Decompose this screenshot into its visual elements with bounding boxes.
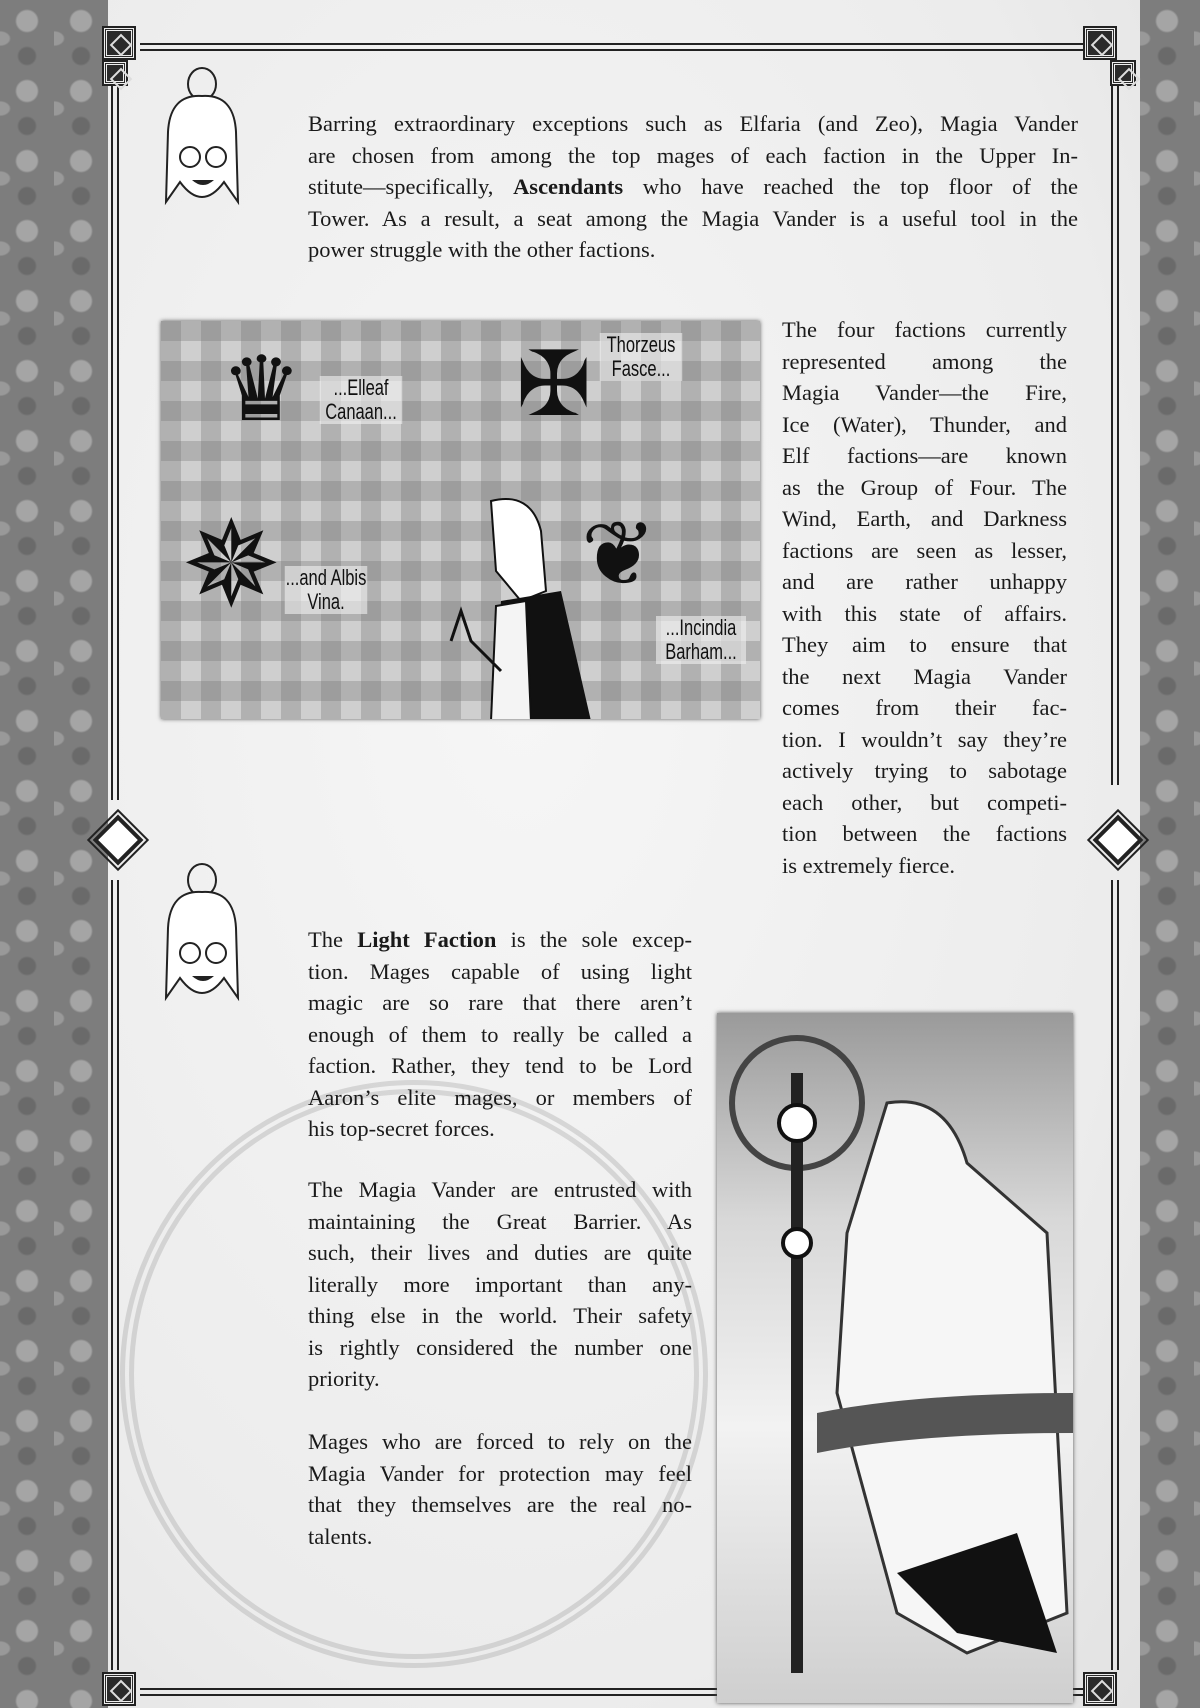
factions-paragraph	[782, 314, 1067, 881]
text: tion. Mages capable of using light	[308, 958, 692, 984]
narrator-face-icon	[158, 858, 246, 1013]
text-line	[308, 987, 692, 1019]
term-light-faction: Light Faction	[357, 927, 497, 952]
text-line: Mages who are forced to rely on the	[308, 1429, 692, 1454]
text-line: such, their lives and duties are quite	[308, 1240, 692, 1265]
text-line: tion. I wouldn’t say they’re	[782, 726, 1067, 752]
corner-ornament-icon	[104, 1674, 134, 1704]
term-ascendants: Ascendants	[513, 174, 624, 199]
faction-leaders-illustration	[161, 321, 760, 719]
corner-ornament-icon	[104, 62, 126, 84]
narrator-face-icon	[158, 62, 246, 217]
text-line: the next Magia Vander	[782, 663, 1067, 689]
text-line: is rightly considered the number one	[308, 1334, 692, 1360]
text-line: priority.	[308, 1366, 380, 1391]
corner-ornament-icon	[1112, 62, 1134, 84]
text-line: and are rather unhappy	[782, 569, 1067, 594]
text-line: that they themselves are the real no-	[308, 1492, 692, 1517]
text-line	[308, 956, 692, 988]
fire-faction-emblem-icon: ❦	[581, 506, 657, 605]
text-line: as the Group of Four. The	[782, 474, 1067, 500]
text: power struggle with the other factions.	[308, 237, 656, 262]
text-line	[308, 140, 1078, 172]
text-line: represented among the	[782, 348, 1067, 374]
text-line: maintaining the Great Barrier. As	[308, 1208, 692, 1234]
elf-faction-emblem-icon: ♛	[221, 341, 302, 440]
text-line: comes from their fac-	[782, 695, 1067, 720]
text: enough of them to really be called a	[308, 1021, 692, 1047]
text-line: thing else in the world. Their safety	[308, 1303, 692, 1328]
caption-albis-vina: ...and Albis Vina.	[285, 565, 367, 614]
text: his top-secret forces.	[308, 1116, 495, 1141]
protection-paragraph	[308, 1426, 692, 1552]
text-line	[308, 1113, 692, 1145]
text-line: tion between the factions	[782, 821, 1067, 846]
caption-thorzeus-fasce: Thorzeus Fasce...	[600, 333, 683, 381]
text: faction. Rather, they tend to be Lord	[308, 1053, 692, 1078]
frame-right-line-upper	[1111, 75, 1119, 785]
text-line	[308, 1082, 692, 1114]
text-line: Ice (Water), Thunder, and	[782, 411, 1067, 437]
elder-mage-figure	[717, 1013, 1073, 1703]
text: is the sole excep-	[496, 927, 692, 952]
great-barrier-paragraph	[308, 1174, 692, 1395]
text: are chosen from among the top mages of each faction in the Upper In-	[308, 142, 1078, 168]
thunder-faction-emblem-icon: ✠	[516, 336, 592, 435]
ice-faction-emblem-icon: ✵	[181, 499, 282, 632]
corner-ornament-icon	[1085, 1674, 1115, 1704]
text: Aaron’s elite mages, or members of	[308, 1084, 692, 1110]
text-line: Wind, Earth, and Darkness	[782, 506, 1067, 531]
text-line: each other, but competi-	[782, 789, 1067, 815]
corner-ornament-icon	[104, 28, 134, 58]
frame-right-line-lower	[1111, 880, 1119, 1670]
text-line: factions are seen as lesser,	[782, 537, 1067, 563]
frame-left-line-upper	[111, 75, 119, 800]
caption-incindia-barham: ...Incindia Barham...	[656, 616, 746, 664]
text-line: talents.	[308, 1523, 373, 1549]
text-line	[308, 203, 1078, 235]
caption-elleaf-canaan: ...Elleaf Canaan...	[320, 376, 403, 424]
right-damask-border	[1140, 0, 1200, 1708]
lord-aaron-illustration	[717, 1013, 1073, 1703]
text-line: Magia Vander—the Fire,	[782, 380, 1067, 405]
frame-left-line-lower	[111, 880, 119, 1670]
frame-top-line	[140, 43, 1100, 51]
text: who have reached the top floor of the	[623, 174, 1078, 199]
text: Tower. As a result, a seat among the Magia Vander is a useful tool in the	[308, 205, 1078, 231]
mage-figure	[431, 491, 601, 719]
light-faction-paragraph	[308, 924, 692, 1145]
text-line: is extremely fierce.	[782, 852, 956, 878]
text: magic are so rare that there aren’t	[308, 990, 692, 1015]
text-line	[308, 924, 692, 956]
corner-ornament-icon	[1085, 28, 1115, 58]
text: Barring extraordinary exceptions such as Elfaria (and Zeo), Magia Vander	[308, 111, 1078, 136]
intro-paragraph	[308, 108, 1078, 266]
left-damask-border	[0, 0, 108, 1708]
text-line: with this state of affairs.	[782, 600, 1067, 626]
text-line: The four factions currently	[782, 317, 1067, 342]
text-line: The Magia Vander are entrusted with	[308, 1177, 692, 1202]
text-line	[308, 1050, 692, 1082]
text: stitute—specifically,	[308, 174, 514, 199]
text-line	[308, 234, 1078, 266]
text-line: They aim to ensure that	[782, 632, 1067, 657]
text-line	[308, 1019, 692, 1051]
text: The	[308, 927, 358, 952]
text-line	[308, 171, 1078, 203]
text-line: Magia Vander for protection may feel	[308, 1460, 692, 1486]
text-line: actively trying to sabotage	[782, 758, 1067, 783]
text-line: Elf factions—are known	[782, 443, 1067, 468]
text-line: literally more important than any-	[308, 1271, 692, 1297]
text-line	[308, 108, 1078, 140]
